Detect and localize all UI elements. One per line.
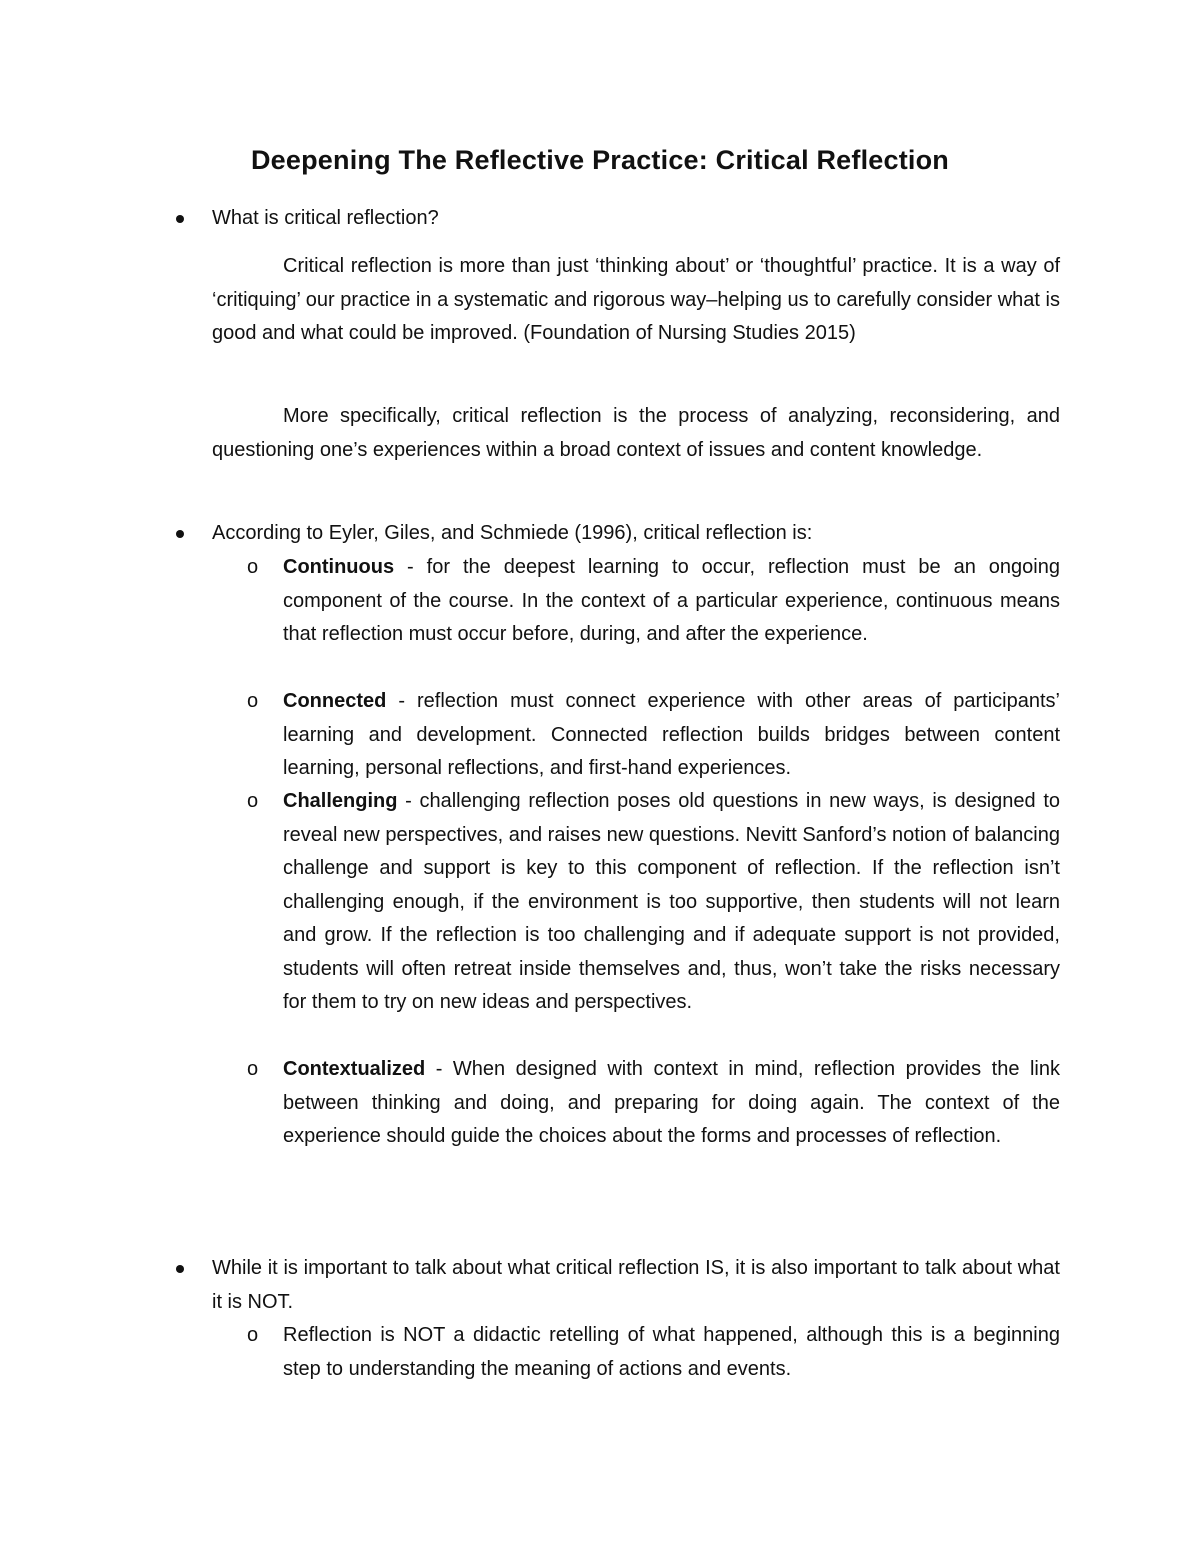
term-description: - challenging reflection poses old questions in new ways, is designed to reveal new perspectives, and raises new questions. Nevitt Sanford’s notion of balancing challenge and support is key to this component of reflection. If the reflection isn’t challenging enough, if the environment is too supportive, then students will not learn and grow. If the reflection is too challenging and if adequate support is not provided, students will often retreat inside themselves and, thus, won’t take the risks necessary for them to try on new ideas and perspectives. (283, 790, 1060, 1013)
sub-item-contextualized (247, 1053, 1060, 1154)
bullet-dot-icon (176, 1265, 184, 1273)
sub-item-connected (247, 685, 1060, 786)
circle-bullet-icon: o (247, 790, 259, 812)
circle-bullet-icon: o (247, 556, 259, 578)
term-label: Contextualized (283, 1058, 426, 1080)
bullet-label: What is critical reflection? (212, 207, 439, 229)
paragraph-specifically: More specifically, critical reflection is the process of analyzing, reconsidering, and questioning one’s experiences within a broad context of issues and content knowledge. (212, 405, 1060, 461)
document-title: Deepening The Reflective Practice: Critical Reflection (250, 145, 949, 175)
term-label: Connected (283, 690, 387, 712)
bullet-dot-icon (176, 215, 184, 223)
term-label: Continuous (283, 556, 395, 578)
term-label: Challenging (283, 790, 398, 812)
sub-item-text: Reflection is NOT a didactic retelling of what happened, although this is a beginning step to understanding the meaning of actions and events. (283, 1324, 1060, 1380)
sub-item-continuous (247, 551, 1060, 652)
term-description: - When designed with context in mind, reflection provides the link between thinking and doing, and preparing for doing again. The context of the experience should guide the choices about the forms and processes of reflection. (283, 1058, 1060, 1147)
circle-bullet-icon: o (247, 1324, 259, 1346)
term-description: - reflection must connect experience with other areas of participants’ learning and development. Connected reflection builds bridges between content learning, personal reflections, and first-hand experiences. (283, 690, 1060, 779)
bullet-item-what-is (212, 202, 1060, 236)
term-description: - for the deepest learning to occur, reflection must be an ongoing component of the course. In the context of a particular experience, continuous means that reflection must occur before, during, and after the experience. (283, 556, 1060, 645)
circle-bullet-icon: o (247, 1058, 259, 1080)
bullet-dot-icon (176, 530, 184, 538)
bullet-label: According to Eyler, Giles, and Schmiede (1996), critical reflection is: (212, 522, 813, 544)
bullet-label: While it is important to talk about what critical reflection IS, it is also important to talk about what it is NOT. (212, 1257, 1060, 1313)
circle-bullet-icon: o (247, 690, 259, 712)
bullet-item-is-not (212, 1252, 1060, 1319)
sub-item-not-didactic (247, 1319, 1060, 1386)
sub-item-challenging (247, 785, 1060, 1020)
bullet-item-according-to (212, 517, 1060, 551)
paragraph-definition: Critical reflection is more than just ‘thinking about’ or ‘thoughtful’ practice. It is a way of ‘critiquing’ our practice in a systematic and rigorous way–helping us to carefully consider what is good and what could be improved. (Foundation of Nursing Studies 2015) (212, 255, 1060, 344)
